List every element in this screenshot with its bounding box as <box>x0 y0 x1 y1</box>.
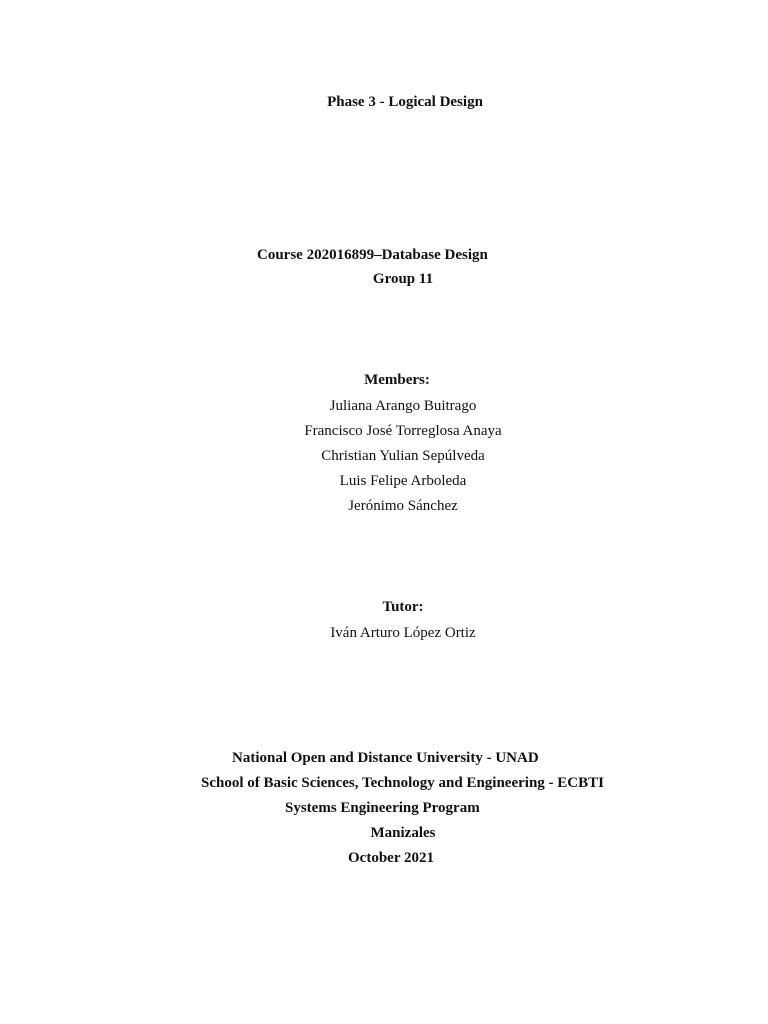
city-name: Manizales <box>370 825 436 841</box>
document-title: Phase 3 - Logical Design <box>327 94 483 110</box>
tutor-heading: Tutor: <box>382 599 424 615</box>
member-name: Juliana Arango Buitrago <box>329 398 477 414</box>
members-heading: Members: <box>364 372 430 388</box>
member-name: Christian Yulian Sepúlveda <box>321 448 485 464</box>
course-line: Course 202016899–Database Design <box>257 247 488 263</box>
member-name: Jerónimo Sánchez <box>348 498 458 514</box>
university-name: National Open and Distance University - UNAD <box>232 750 539 766</box>
program-name: Systems Engineering Program <box>285 800 480 816</box>
document-date: October 2021 <box>348 850 434 866</box>
school-name: School of Basic Sciences, Technology and Engineering - ECBTI <box>201 775 604 791</box>
member-name: Luis Felipe Arboleda <box>339 473 467 489</box>
member-name: Francisco José Torreglosa Anaya <box>304 423 502 439</box>
tutor-name: Iván Arturo López Ortiz <box>330 625 476 641</box>
group-line: Group 11 <box>372 271 434 287</box>
